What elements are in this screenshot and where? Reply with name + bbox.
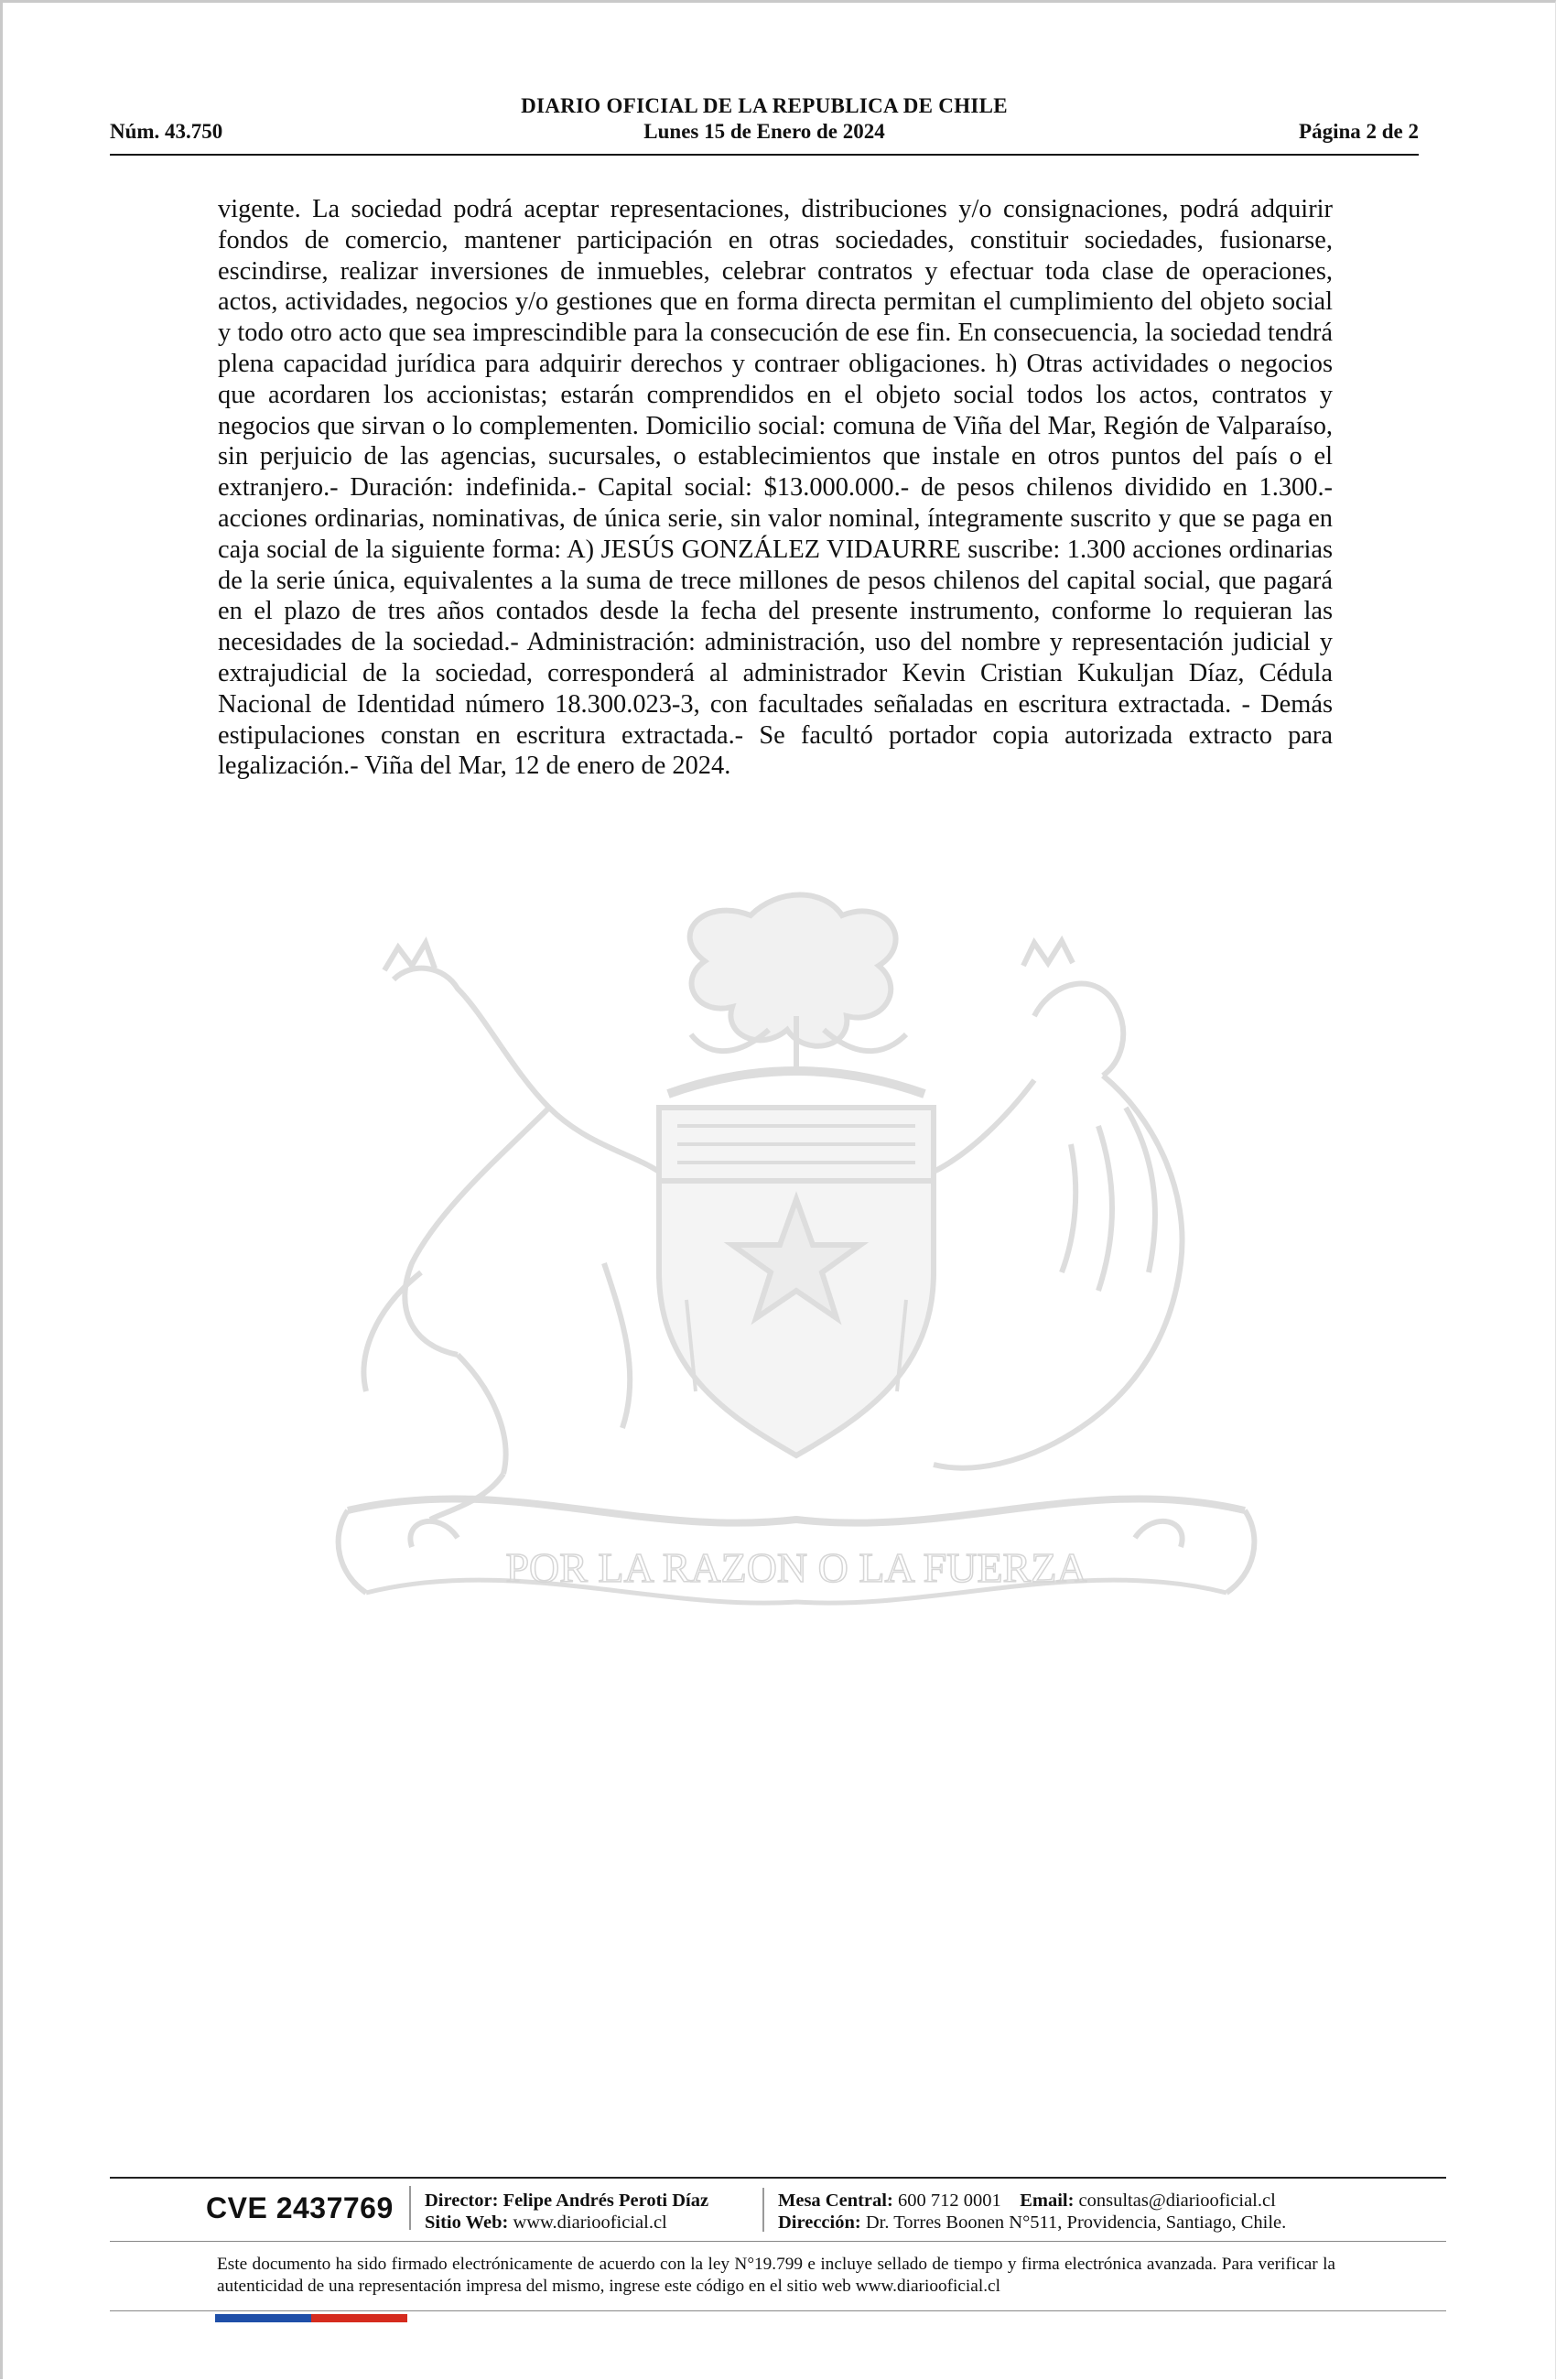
- footer-separator: [762, 2188, 764, 2232]
- header-meta-row: [110, 120, 1419, 147]
- page-header: [110, 94, 1419, 147]
- footer-director-block: [425, 2190, 708, 2234]
- site-link[interactable]: www.diariooficial.cl: [513, 2212, 667, 2233]
- flag-stripe-blue: [215, 2314, 311, 2322]
- director-label: Director:: [425, 2191, 499, 2211]
- cve-code: CVE 2437769: [206, 2191, 394, 2224]
- watermark-motto: POR LA RAZON O LA FUERZA: [505, 1544, 1087, 1591]
- footer-contact-block: [778, 2190, 1286, 2234]
- flag-stripe: [215, 2314, 407, 2322]
- director-name: Felipe Andrés Peroti Díaz: [502, 2191, 709, 2211]
- flag-stripe-red: [311, 2314, 407, 2322]
- address-label: Dirección:: [778, 2212, 861, 2233]
- document-body: vigente. La sociedad podrá aceptar representaciones, distribuciones y/o consignaciones, podrá adquirir fondos de comercio, mantener participación en otras sociedades, constituir sociedades, fusionarse, escindirse, realizar inversiones de inmuebles, celebrar contratos y efectuar toda clase de operaciones, actos, actividades, negocios y/o gestiones que en forma directa permitan el cumplimiento del objeto social y todo otro acto que sea imprescindible para la consecución de ese fin. En consecuencia, la sociedad tendrá plena capacidad jurídica para adquirir derechos y contraer obligaciones. h) Otras actividades o negocios que acordaren los accionistas; estarán comprendidos en el objeto social todos los actos, contratos y negocios que sirvan o lo complementen. Domicilio social: comuna de Viña del Mar, Región de Valparaíso, sin perjuicio de las agencias, sucursales, o establecimientos que instale en otros puntos del país o el extranjero.- Duración: indefinida.- Capital social: $13.000.000.- de pesos chilenos dividido en 1.300.- acciones ordinarias, nominativas, de única serie, sin valor nominal, íntegramente suscrito y que se paga en caja social de la siguiente forma: A) JESÚS GONZÁLEZ VIDAURRE suscribe: 1.300 acciones ordinarias de la serie única, equivalentes a la suma de trece millones de pesos chilenos del capital social, que pagará en el plazo de tres años contados desde la fecha del presente instrumento, conforme lo requieran las necesidades de la sociedad.- Administración: administración, uso del nombre y representación judicial y extrajudicial de la sociedad, corresponderá al administrador Kevin Cristian Kukuljan Díaz, Cédula Nacional de Identidad número 18.300.023-3, con facultades señaladas en escritura extractada. - Demás estipulaciones constan en escritura extractada.- Se facultó portador copia autorizada extracto para legalización.- Viña del Mar, 12 de enero de 2024.: [218, 195, 1333, 781]
- legal-notice: Este documento ha sido firmado electrónicamente de acuerdo con la ley N°19.799 e incluye sellado de tiempo y firma electrónica avanzada. Para verificar la autenticidad de una representación impresa del mismo, ingrese este código en el sitio web www.diariooficial.cl: [217, 2255, 1335, 2296]
- footer-divider-bottom: [110, 2310, 1446, 2311]
- issue-number: Núm. 43.750: [110, 120, 223, 143]
- header-divider: [110, 154, 1419, 156]
- footer-divider-mid: [110, 2241, 1446, 2242]
- mesa-phone: 600 712 0001: [897, 2191, 1001, 2211]
- mesa-label: Mesa Central:: [778, 2191, 893, 2211]
- page-indicator: Página 2 de 2: [1299, 120, 1419, 143]
- site-label: Sitio Web:: [425, 2212, 509, 2233]
- email-link[interactable]: consultas@diariooficial.cl: [1078, 2191, 1276, 2211]
- chile-coat-of-arms-icon: [275, 879, 1318, 1675]
- footer-divider-top: [110, 2177, 1446, 2179]
- address-value: Dr. Torres Boonen N°511, Providencia, Santiago, Chile.: [865, 2212, 1287, 2233]
- cve-box: [206, 2186, 411, 2230]
- email-label: Email:: [1020, 2191, 1075, 2211]
- publication-title: DIARIO OFICIAL DE LA REPUBLICA DE CHILE: [521, 94, 1008, 117]
- issue-date: Lunes 15 de Enero de 2024: [643, 120, 885, 143]
